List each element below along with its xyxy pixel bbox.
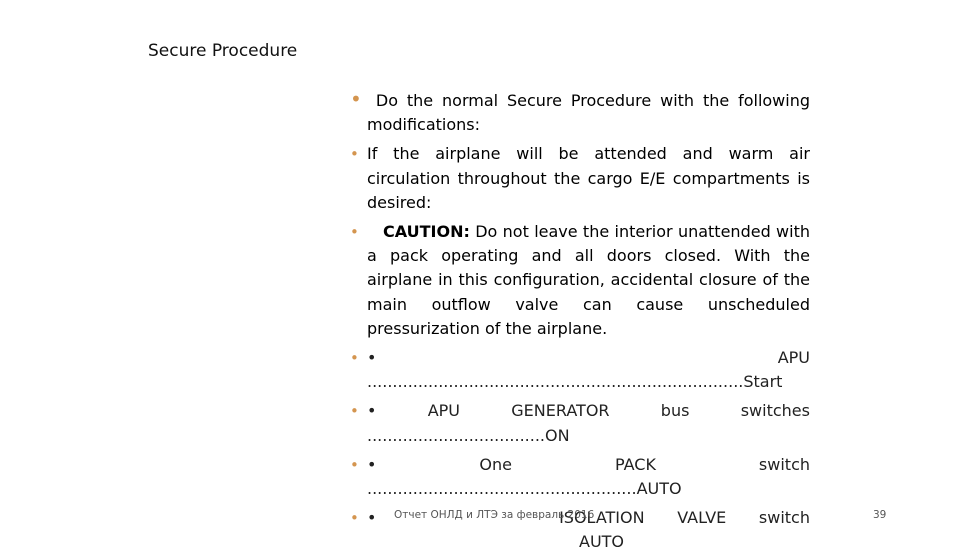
list-item xyxy=(350,142,810,215)
leader-dots: .....................................................AUTO xyxy=(367,479,682,499)
slide-title: Secure Procedure xyxy=(148,41,298,61)
list-item xyxy=(350,453,810,501)
bullet-marker: • xyxy=(350,87,362,111)
item-text: Do the normal Secure Procedure with the following modifications: xyxy=(367,91,811,135)
bullet-list xyxy=(350,89,810,555)
leader-dots: ..........................................................................Start xyxy=(367,372,783,392)
item-line: • APU xyxy=(367,348,810,368)
bullet-marker: • xyxy=(350,509,359,528)
page-number: 39 xyxy=(873,509,887,521)
footer-text: Отчет ОНЛД и ЛТЭ за февраль 2016 xyxy=(394,509,595,521)
list-item xyxy=(350,399,810,447)
bullet-marker: • xyxy=(350,145,359,164)
item-line: • ISOLATION VALVE switch xyxy=(367,508,810,528)
caution-label: CAUTION: xyxy=(383,222,470,242)
bullet-marker: • xyxy=(350,402,359,421)
leader-dots: ...................................ON xyxy=(367,425,570,445)
item-text: CAUTION: Do not leave the interior unattended with a pack operating and all doors closed. With the airplane in this configuration, accidental closure of the main outflow valve can cause unscheduled pressurization of the airplane. xyxy=(367,222,810,338)
bullet-marker: • xyxy=(350,349,359,368)
item-text: If the airplane will be attended and warm air circulation throughout the cargo E/E compartments is desired: xyxy=(367,144,810,212)
item-line: • APU GENERATOR bus switches xyxy=(367,401,810,421)
leader-dots: AUTO xyxy=(579,532,625,552)
list-item xyxy=(350,220,810,341)
bullet-marker: • xyxy=(350,455,359,474)
bullet-marker: • xyxy=(350,223,359,242)
list-item xyxy=(350,89,810,137)
list-item xyxy=(350,346,810,394)
item-line: • One PACK switch xyxy=(367,454,810,474)
